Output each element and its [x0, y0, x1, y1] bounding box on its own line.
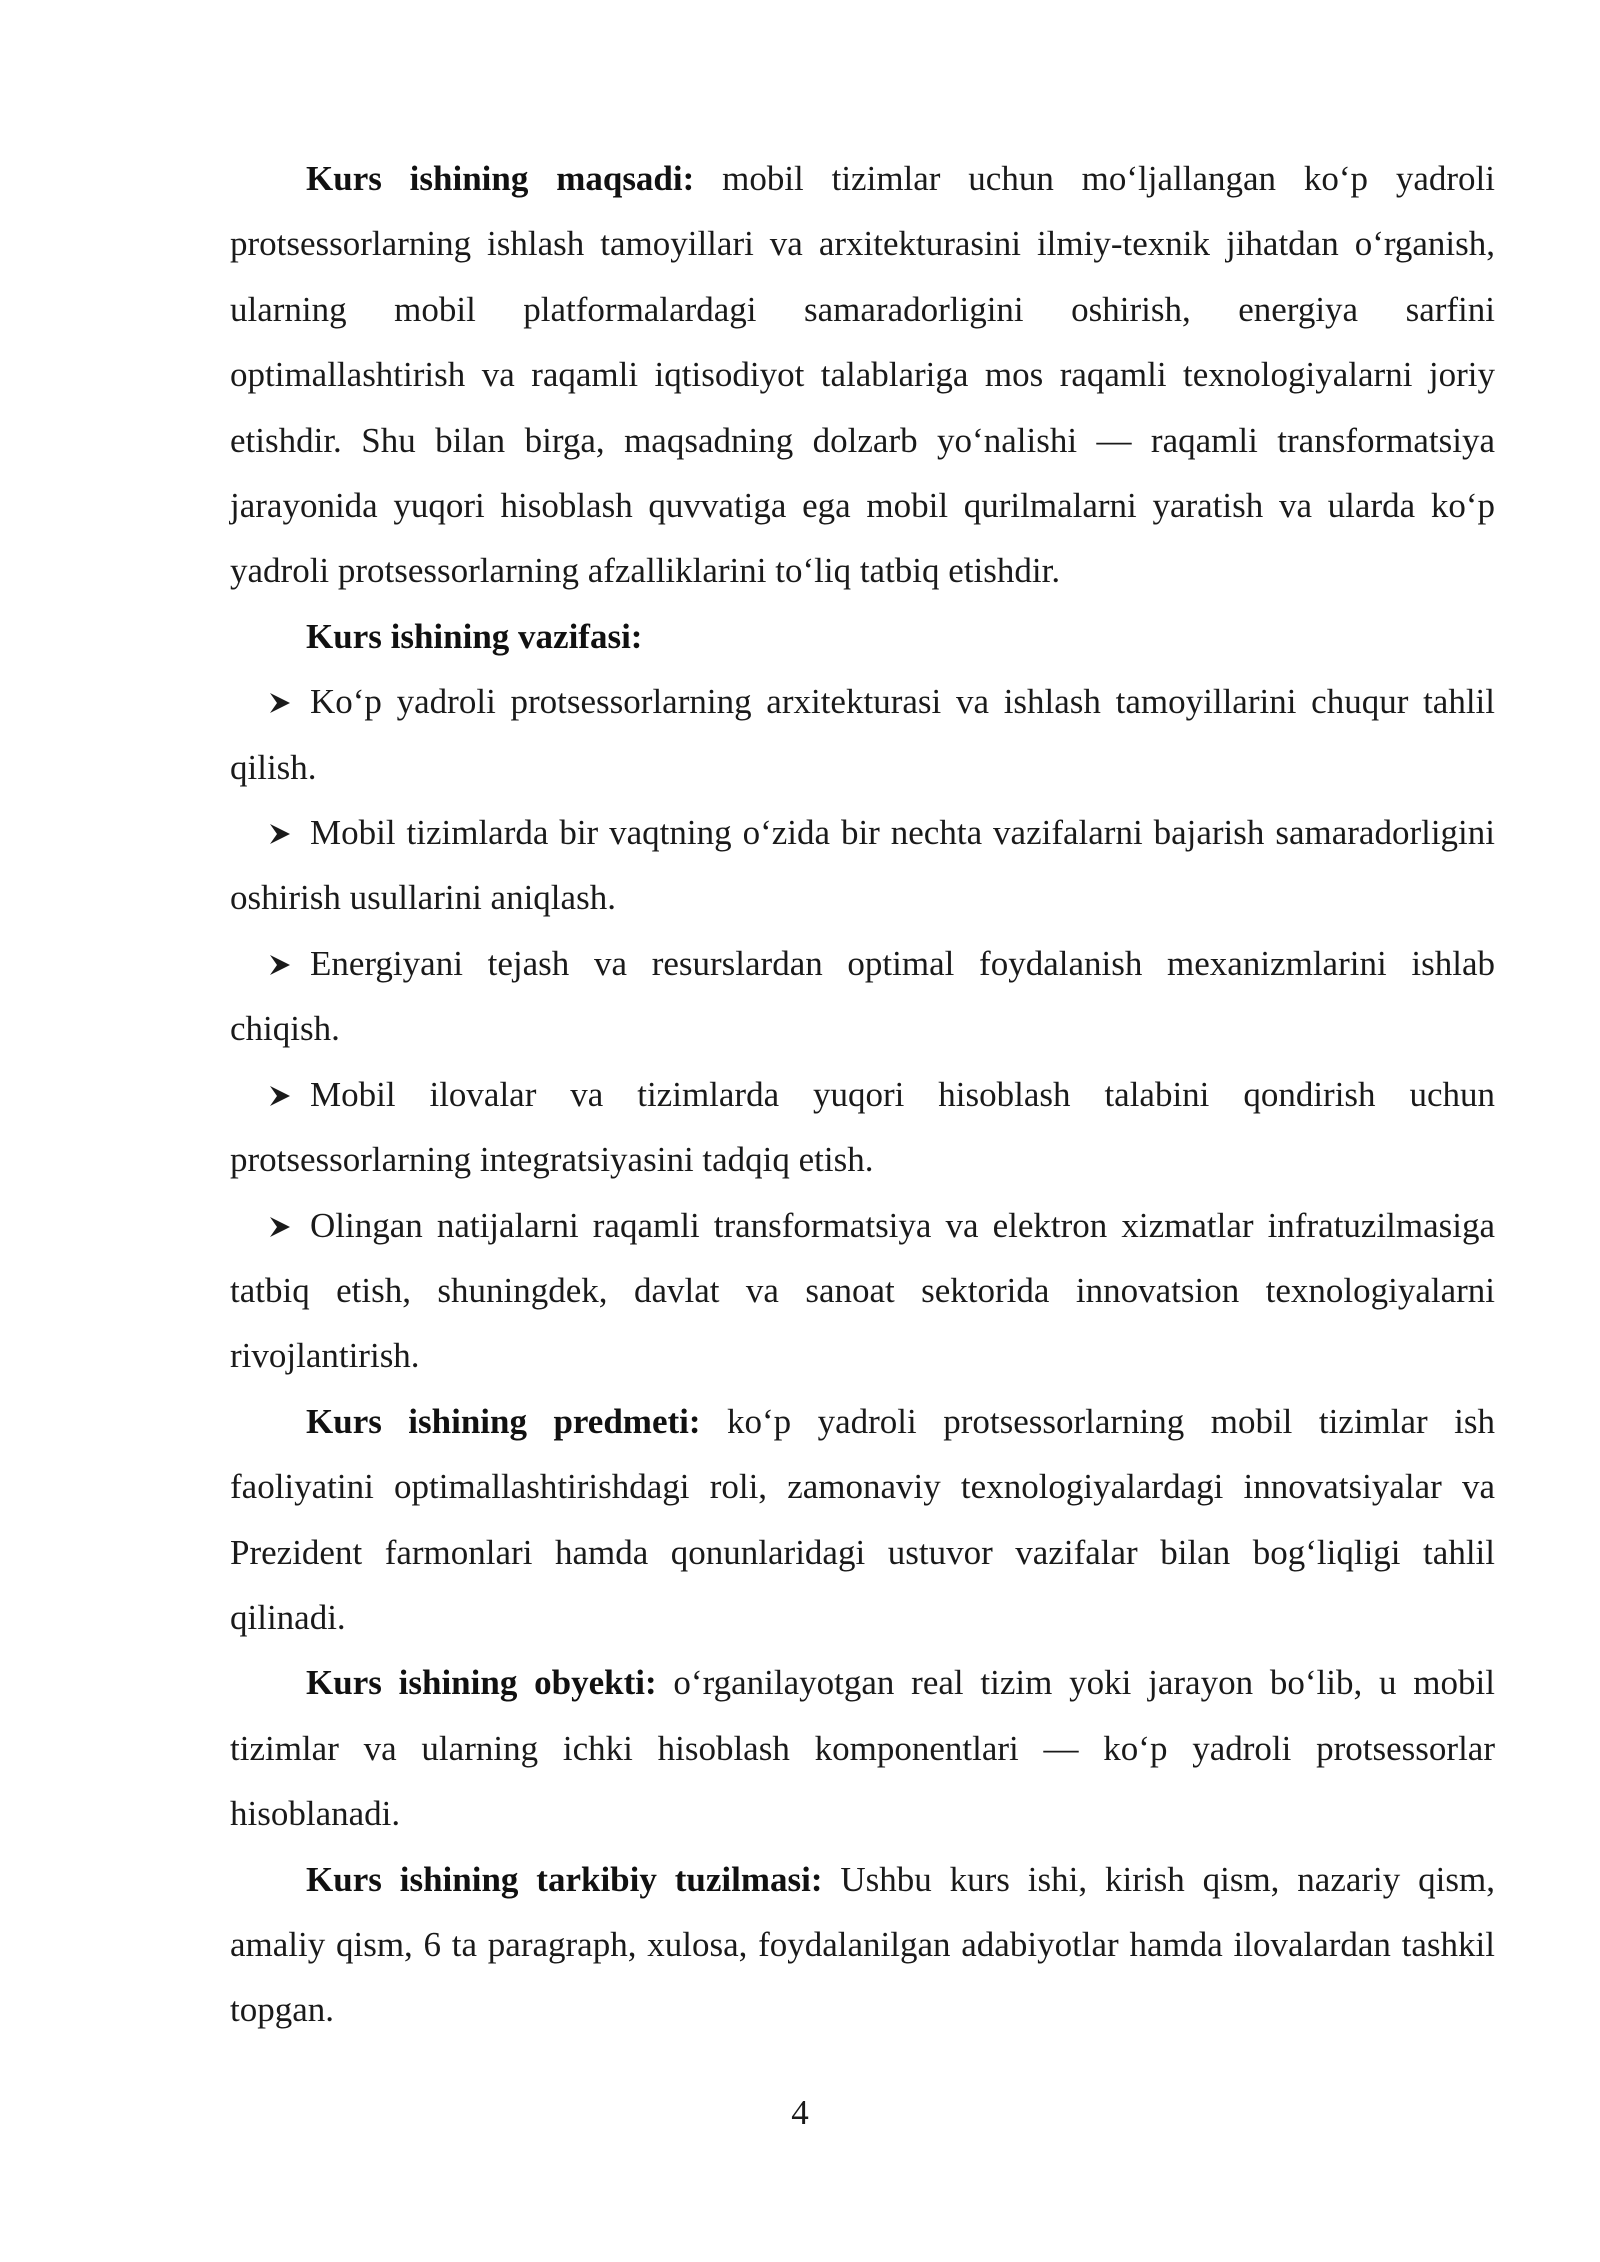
list-item: [230, 669, 1495, 800]
predmet-paragraph: [230, 1389, 1495, 1651]
maqsad-label: Kurs ishining maqsadi:: [306, 159, 695, 198]
task-text: Mobil tizimlarda bir vaqtning o‘zida bir nechta vazifalarni bajarish samaradorligini oshirish usullarini aniqlash.: [230, 813, 1495, 918]
obyekt-label: Kurs ishining obyekti:: [306, 1663, 657, 1703]
tuzilma-text: Ushbu kurs ishi, kirish qism, nazariy qism, amaliy qism, 6 ta paragraph, xulosa, foydalanilgan adabiyotlar hamda ilovalardan tashkil topgan.: [230, 1859, 1495, 2030]
task-text: Olingan natijalarni raqamli transformatsiya va elektron xizmatlar infratuzilmasiga tatbiq etish, shuningdek, davlat va sanoat sektorida innovatsion texnologiyalarni rivojlantirish.: [230, 1205, 1495, 1376]
list-item: [230, 1062, 1495, 1193]
list-item: [230, 1193, 1495, 1389]
vazifa-heading: [230, 604, 1495, 669]
obyekt-text: o‘rganilayotgan real tizim yoki jarayon bo‘lib, u mobil tizimlar va ularning ichki hisoblash komponentlari — ko‘p yadroli protsessorlar hisoblanadi.: [230, 1663, 1495, 1834]
vazifa-label: Kurs ishining vazifasi:: [306, 616, 643, 656]
task-text: Energiyani tejash va resurslardan optimal foydalanish mexanizmlarini ishlab chiqish.: [230, 943, 1495, 1049]
maqsad-paragraph: [230, 146, 1495, 604]
list-item: [230, 800, 1495, 931]
obyekt-paragraph: [230, 1650, 1495, 1846]
predmet-label: Kurs ishining predmeti:: [306, 1401, 701, 1441]
task-text: Ko‘p yadroli protsessorlarning arxitekturasi va ishlash tamoyillarini chuqur tahlil qilish.: [230, 682, 1495, 787]
page-number: 4: [791, 2093, 809, 2132]
arrowhead-bullet-icon: [268, 953, 292, 977]
tuzilma-label: Kurs ishining tarkibiy tuzilmasi:: [306, 1859, 823, 1899]
arrowhead-bullet-icon: [268, 691, 292, 715]
arrowhead-bullet-icon: [268, 1215, 292, 1239]
predmet-text: ko‘p yadroli protsessorlarning mobil tizimlar ish faoliyatini optimallashtirishdagi roli, zamonaviy texnologiyalardagi innovatsiyalar va Prezident farmonlari hamda qonunlaridagi ustuvor vazifalar bilan bog‘liqligi tahlil qilinadi.: [230, 1401, 1495, 1637]
tuzilma-paragraph: [230, 1847, 1495, 2043]
arrowhead-bullet-icon: [268, 1084, 292, 1108]
page-content: [230, 146, 1495, 2043]
task-text: Mobil ilovalar va tizimlarda yuqori hisoblash talabini qondirish uchun protsessorlarning integratsiyasini tadqiq etish.: [230, 1074, 1495, 1180]
arrowhead-bullet-icon: [268, 822, 292, 846]
maqsad-text: mobil tizimlar uchun mo‘ljallangan ko‘p yadroli protsessorlarning ishlash tamoyillari va arxitekturasini ilmiy-texnik jihatdan o‘rganish, ularning mobil platformalardagi samaradorligini oshirish, energiya sarfini optimallashtirish va raqamli iqtisodiyot talablariga mos raqamli texnologiyalarni joriy etishdir. Shu bilan birga, maqsadning dolzarb yo‘nalishi — raqamli transformatsiya jarayonida yuqori hisoblash quvvatiga ega mobil qurilmalarni yaratish va ularda ko‘p yadroli protsessorlarning afzalliklarini to‘liq tatbiq etishdir.: [230, 159, 1495, 591]
list-item: [230, 931, 1495, 1062]
